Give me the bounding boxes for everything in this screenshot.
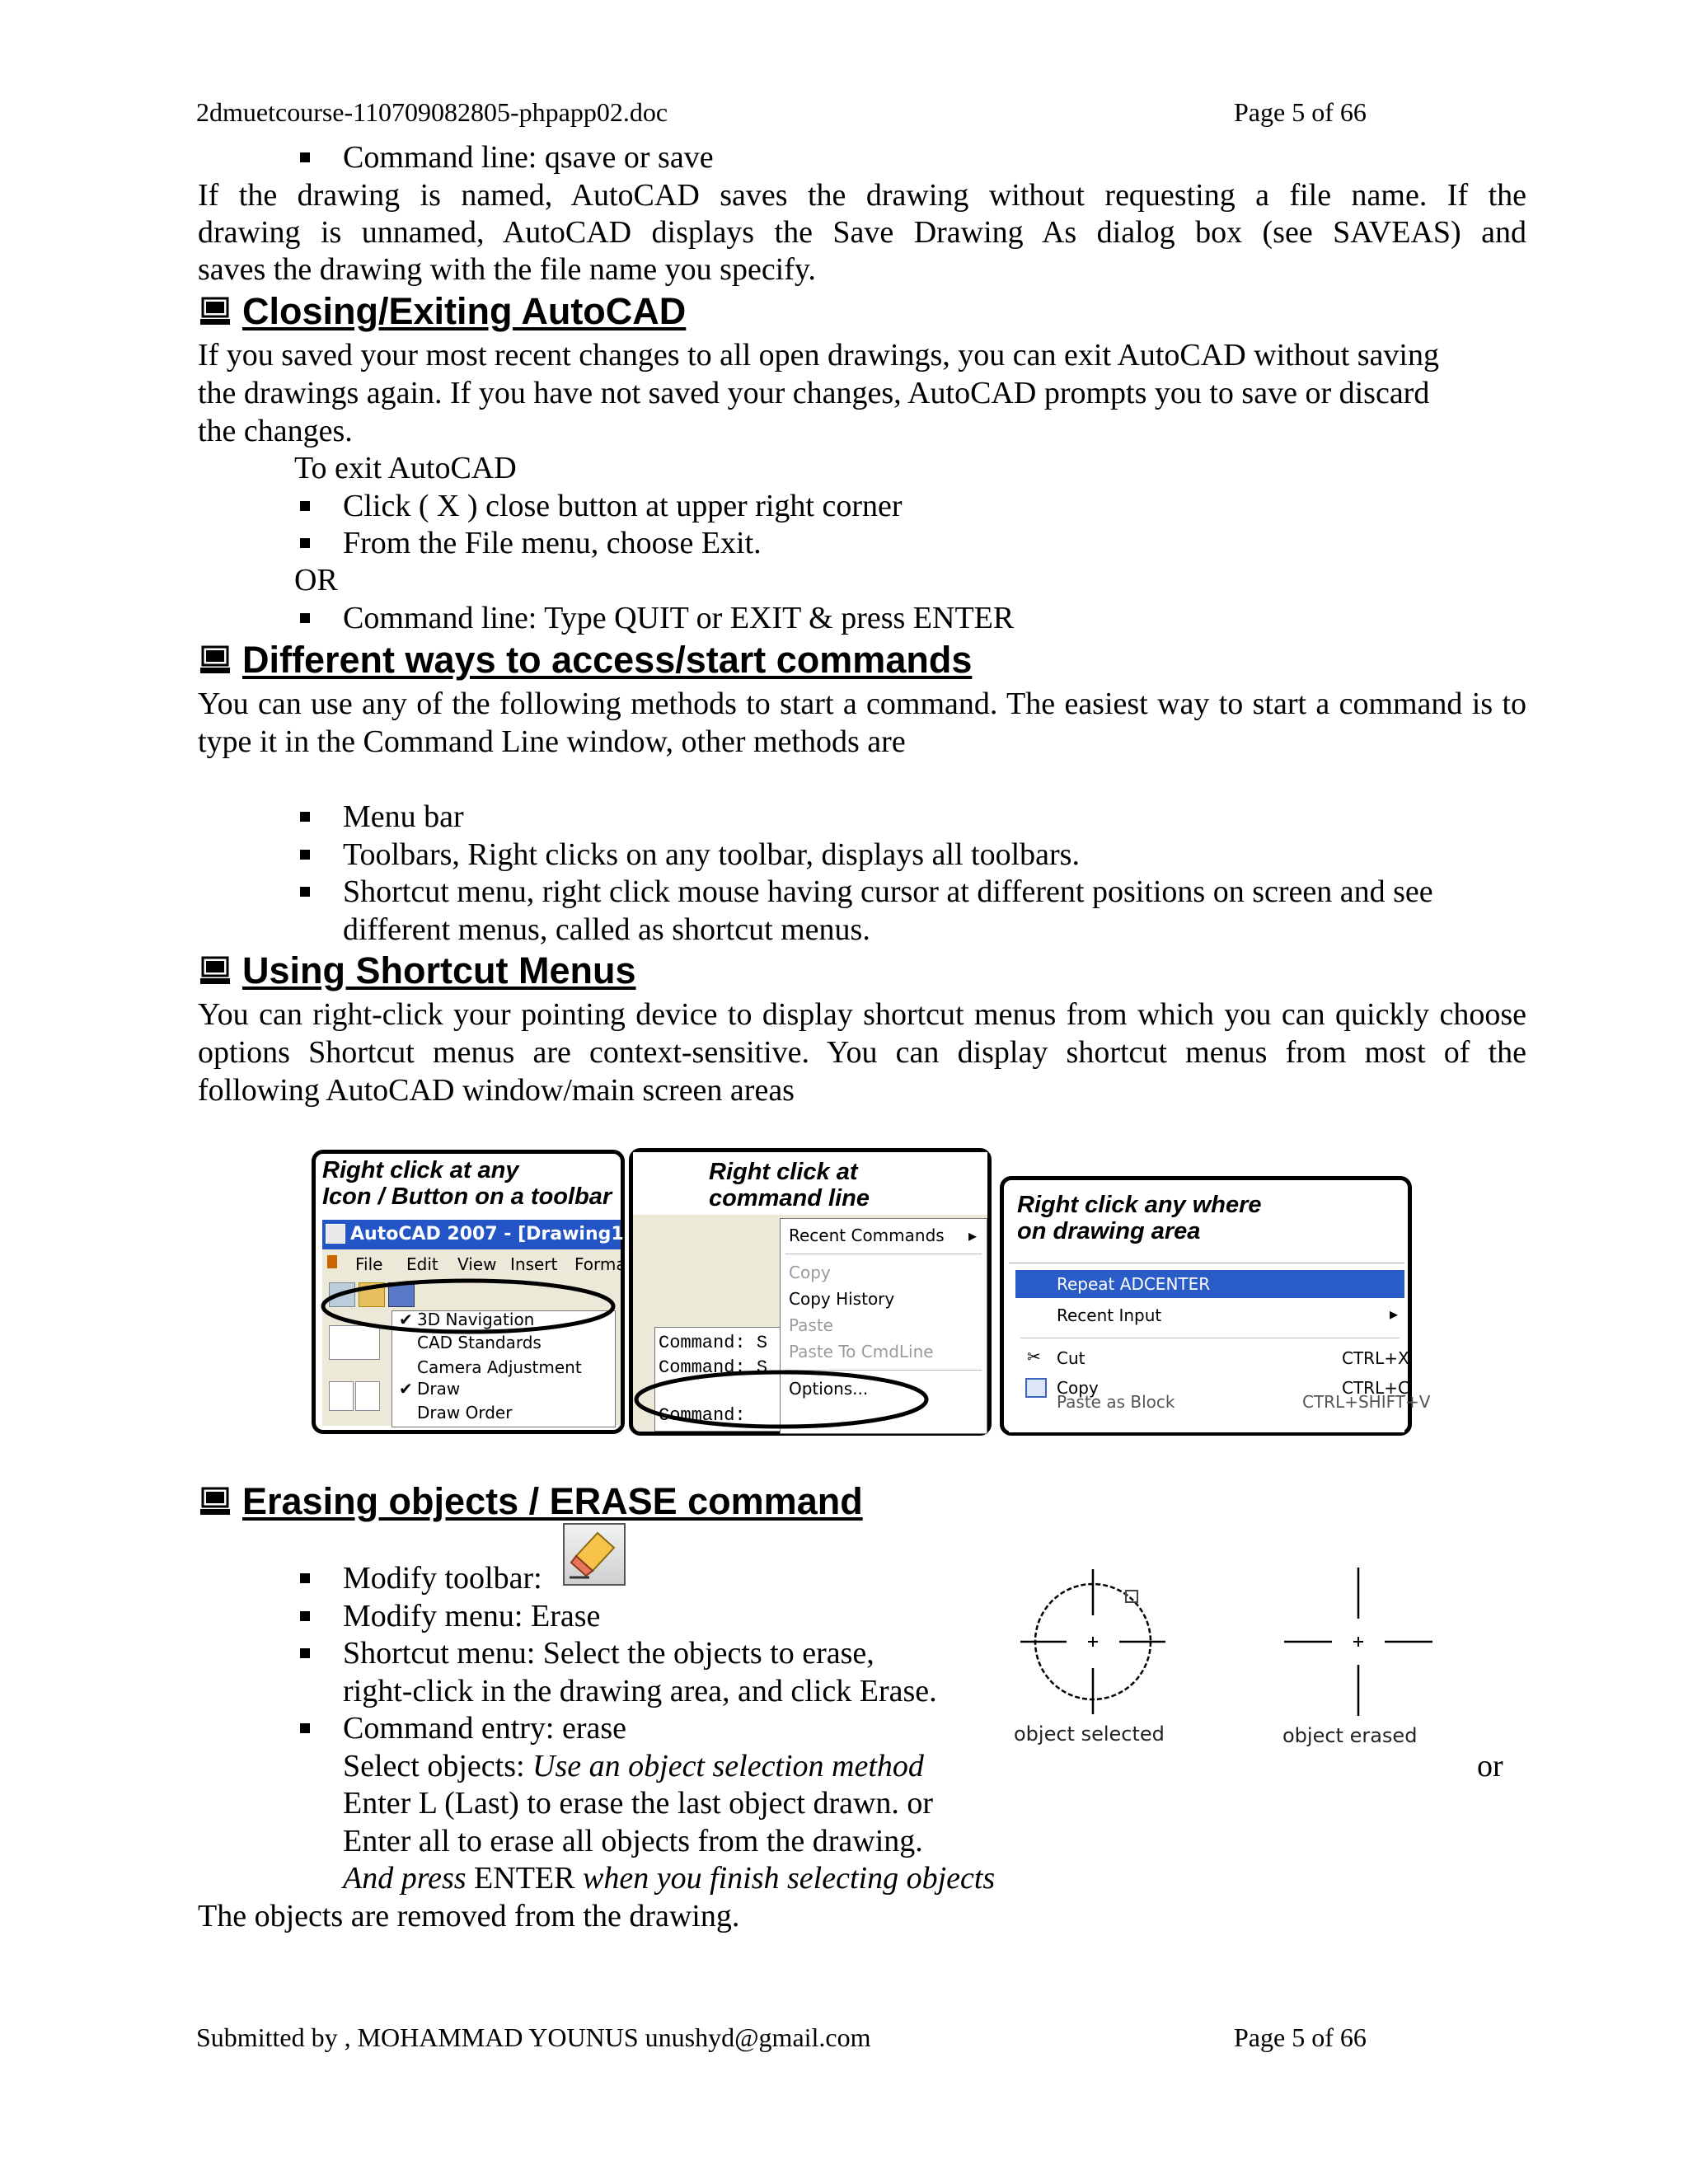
menu-item[interactable]: Options... [789,1379,869,1399]
list-item-text: From the File menu, choose Exit. [343,526,762,560]
list-item [343,487,903,525]
paragraph-line: To exit AutoCAD [294,451,517,485]
list-item [343,873,1433,911]
menu-item[interactable]: Copy History [789,1289,895,1309]
list-item-text: Shortcut menu: Select the objects to erase, [343,1636,874,1671]
drawing-context-menu [1009,1263,1431,1432]
erase-illustration [996,1549,1457,1764]
erase-tool-icon[interactable] [563,1523,626,1586]
computer-icon [199,953,231,996]
list-item [343,836,1080,874]
computer-icon [199,642,231,685]
list-item [343,1597,600,1635]
list-item-text: Command line: Type QUIT or EXIT & press ENTER [343,601,1015,635]
menu-item-format[interactable]: Forma [574,1254,626,1274]
submenu-arrow-icon: ▸ [1389,1304,1398,1324]
command-line-text: Command: S [659,1333,768,1353]
section-heading-ways: Different ways to access/start commands [199,639,972,685]
list-item [343,1709,626,1747]
list-item [343,1634,874,1672]
paragraph-line: If the drawing is named, AutoCAD saves the drawing without requesting a file name. If the [198,178,1526,213]
callout-text: Right click at any [322,1157,519,1183]
list-item [343,599,1014,637]
or-text: OR [294,563,338,598]
menu-item[interactable]: Copy CTRL+C [1015,1374,1404,1402]
paragraph-line: the changes. [198,414,353,448]
callout-text: Right click at [709,1159,858,1185]
paragraph-line: drawing is unnamed, AutoCAD displays the Save Drawing As dialog box (see SAVEAS) and [198,215,1526,250]
highlight-ellipse [316,1154,629,1434]
check-icon: ✔ [399,1310,413,1329]
list-item [343,798,464,836]
list-item-text: Modify menu: Erase [343,1599,601,1633]
command-line-prompt[interactable]: Command: [659,1405,746,1426]
menu-item[interactable]: Copy [789,1263,831,1282]
figure-caption: object selected [1014,1722,1165,1746]
paragraph-line: options Shortcut menus are context-sensitive. You can display shortcut menus from most of the [198,1035,1526,1070]
menu-item[interactable]: ✂ Cut CTRL+X [1027,1347,1409,1368]
list-item-text: Shortcut menu, right click mouse having cursor at different positions on screen and see [343,874,1433,909]
menu-item[interactable]: Recent Commands ▸ [781,1222,987,1249]
section-heading-shortcut: Using Shortcut Menus [199,949,636,996]
callout-text: command line [709,1185,870,1212]
footer-submitted: Submitted by , MOHAMMAD YOUNUS unushyd@gmail.com [196,2022,871,2052]
menu-item[interactable]: Recent Input ▸ [1057,1304,1398,1325]
window-title: AutoCAD 2007 - [Drawing1 [350,1224,624,1244]
list-item [343,138,714,176]
header-filename: 2dmuetcourse-110709082805-phpapp02.doc [196,97,668,127]
screenshot-toolbar-menu [312,1150,625,1434]
menu-item-view[interactable]: View [457,1254,497,1274]
list-item [343,524,762,562]
list-item-text: Command line: qsave or save [343,140,714,175]
highlight-ellipse [633,1152,987,1432]
section-heading-erase: Erasing objects / ERASE command [199,1480,863,1526]
menu-item[interactable]: Paste [789,1315,833,1335]
list-item-text: Menu bar [343,799,464,834]
paragraph-line: Enter all to erase all objects from the drawing. [343,1824,923,1858]
copy-icon [1025,1378,1047,1398]
callout-text: on drawing area [1017,1218,1201,1244]
paragraph-line: following AutoCAD window/main screen areas [198,1073,795,1108]
list-item-text: Command entry: erase [343,1711,627,1746]
callout-text: Icon / Button on a toolbar [322,1183,612,1210]
list-item [343,1559,542,1597]
menu-item[interactable]: Paste To CmdLine [789,1342,934,1361]
scissors-icon: ✂ [1027,1347,1041,1366]
menu-item[interactable]: Camera Adjustment [417,1357,582,1377]
menu-item[interactable]: CAD Standards [417,1333,542,1352]
paragraph-line: Select objects: Use an object selection method [343,1749,924,1783]
or-text: or [1477,1749,1503,1783]
paragraph-line: And press ENTER when you finish selecting objects [343,1861,996,1896]
menu-item-highlighted[interactable]: Repeat ADCENTER [1015,1270,1404,1298]
section-heading-closing: Closing/Exiting AutoCAD [199,290,686,336]
paragraph-line: The objects are removed from the drawing. [198,1899,740,1933]
paragraph-line: right-click in the drawing area, and click Erase. [343,1674,937,1708]
figure-caption: object erased [1282,1724,1418,1747]
callout-text: Right click any where [1017,1192,1262,1218]
paragraph-line: different menus, called as shortcut menus. [343,912,870,947]
submenu-arrow-icon: ▸ [968,1226,977,1245]
computer-icon [199,1483,231,1526]
paragraph-line: You can use any of the following methods to start a command. The easiest way to start a command is to [198,687,1526,721]
check-icon: ✔ [399,1379,413,1399]
paragraph-line: You can right-click your pointing device to display shortcut menus from which you can quickly choose [198,997,1526,1032]
menu-item[interactable]: Draw Order [417,1403,513,1422]
screenshot-command-line-menu [629,1148,992,1436]
paragraph-line: type it in the Command Line window, other methods are [198,724,906,759]
menu-item-partial: Paste as Block CTRL+SHIFT+V [1057,1392,1431,1412]
header-page-number: Page 5 of 66 [1234,97,1367,127]
menu-item[interactable]: ✔ Draw [399,1379,461,1399]
menu-item-edit[interactable]: Edit [406,1254,438,1274]
list-item-text: Toolbars, Right clicks on any toolbar, displays all toolbars. [343,837,1080,872]
menu-item[interactable]: ✔ 3D Navigation [399,1310,535,1329]
computer-icon [199,293,231,336]
paragraph-line: Enter L (Last) to erase the last object drawn. or [343,1786,934,1821]
menu-item-file[interactable]: File [355,1254,383,1274]
list-item-text: Click ( X ) close button at upper right corner [343,489,903,523]
paragraph-line: saves the drawing with the file name you specify. [198,252,816,287]
paragraph-line: If you saved your most recent changes to all open drawings, you can exit AutoCAD without saving [198,338,1439,373]
footer-page-number: Page 5 of 66 [1234,2022,1367,2052]
paragraph-line: the drawings again. If you have not saved your changes, AutoCAD prompts you to save or discard [198,376,1430,410]
screenshot-drawing-area-menu [1000,1176,1431,1436]
list-item-text: Modify toolbar: [343,1561,542,1596]
menu-item-insert[interactable]: Insert [510,1254,558,1274]
command-line-text: Command: S [659,1357,768,1378]
